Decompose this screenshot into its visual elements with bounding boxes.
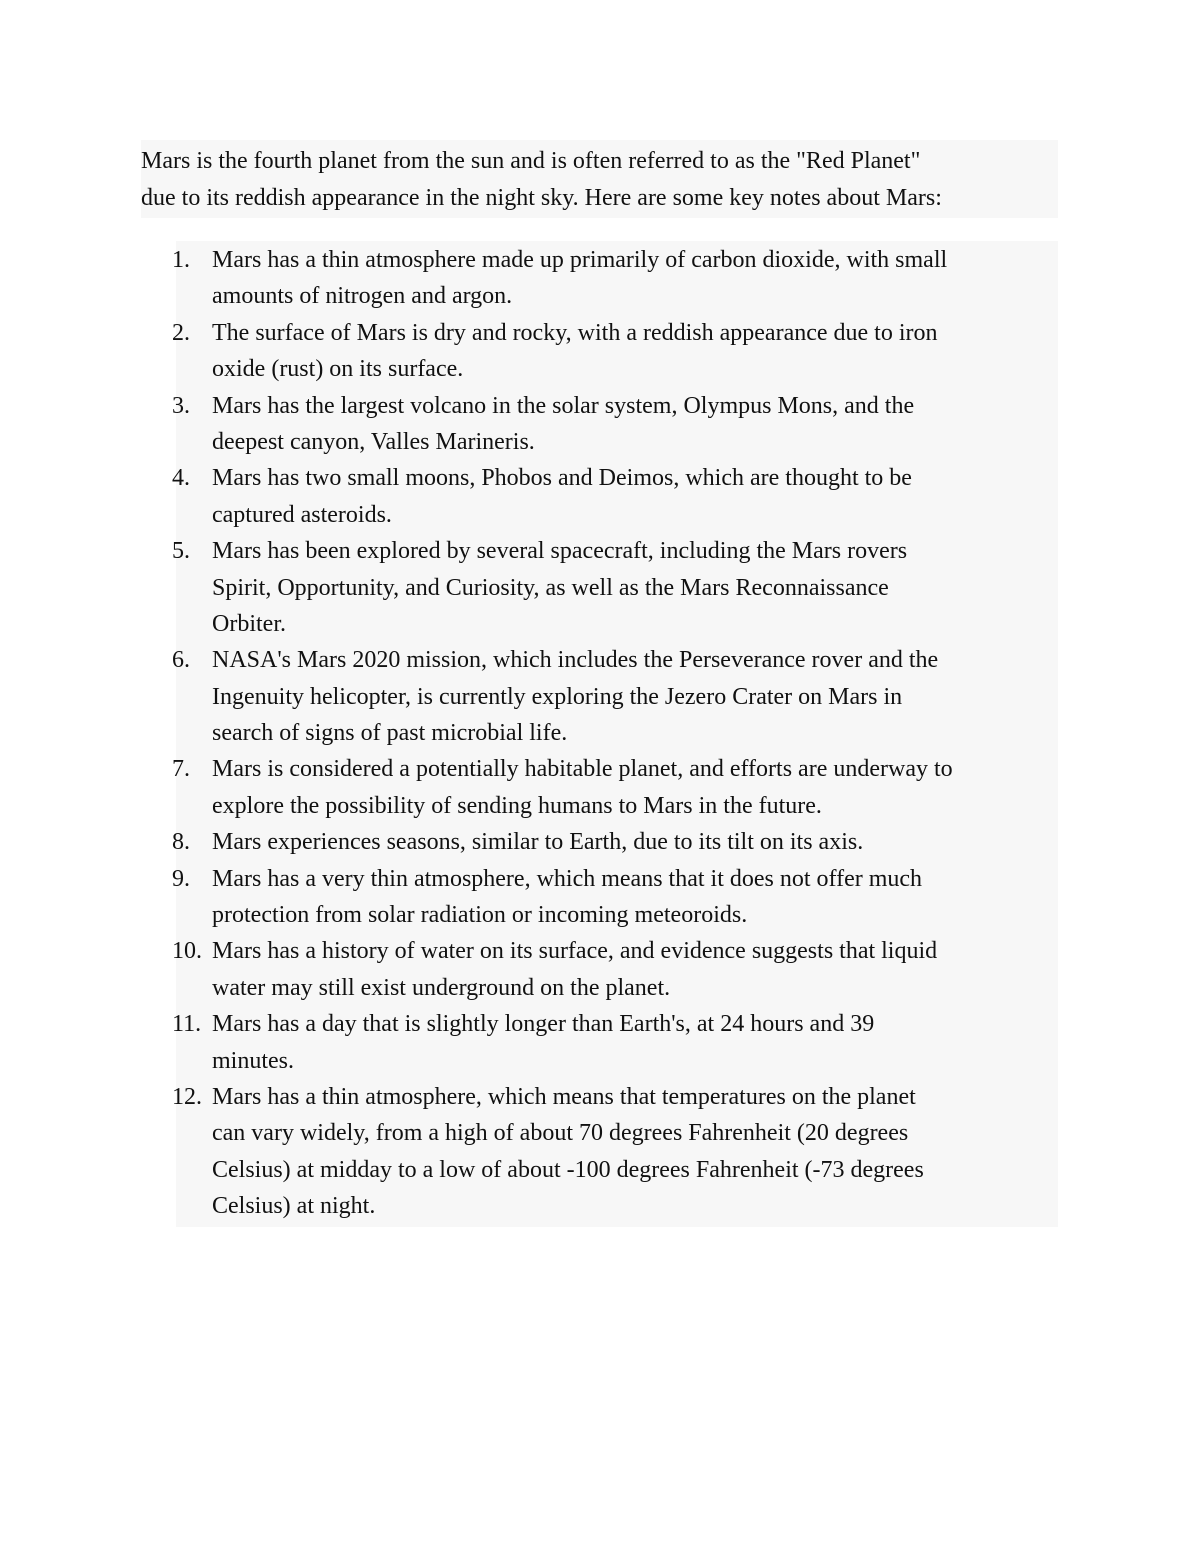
list-item-number: 3. [172,392,190,419]
list-item-text: Mars has two small moons, Phobos and Deimos, which are thought to be [212,465,912,492]
list-item [172,642,1058,751]
list-item-text: The surface of Mars is dry and rocky, with a reddish appearance due to iron [212,319,938,346]
list-item-number: 8. [172,829,190,856]
list-item-text: Mars has a day that is slightly longer than Earth's, at 24 hours and 39 [212,1011,875,1038]
list-item [172,1006,1058,1079]
list-item-text: Mars has a thin atmosphere made up primarily of carbon dioxide, with small [212,247,948,273]
intro-paragraph [141,140,1058,218]
list-item-number: 7. [172,756,190,783]
list-item [172,933,1058,1006]
mars-notes-list [172,241,1058,1227]
list-item-text: Orbiter. [212,610,286,637]
list-item [172,315,1058,388]
list-item-number: 6. [172,647,190,674]
list-item-text: deepest canyon, Valles Marineris. [212,428,535,455]
list-item-text: Mars is considered a potentially habitable planet, and efforts are underway to [212,756,953,783]
list-item-text: captured asteroids. [212,501,392,528]
list-item-text: Mars has a thin atmosphere, which means that temperatures on the planet [212,1083,916,1110]
list-item-number: 5. [172,538,190,565]
list-item-text: Mars experiences seasons, similar to Earth, due to its tilt on its axis. [212,829,864,856]
list-item-text: NASA's Mars 2020 mission, which includes the Perseverance rover and the [212,647,939,674]
list-item [172,1079,1058,1225]
list-item-text: explore the possibility of sending humans to Mars in the future. [212,792,822,819]
list-item-text: can vary widely, from a high of about 70 degrees Fahrenheit (20 degrees [212,1120,909,1147]
list-item-text: amounts of nitrogen and argon. [212,283,513,310]
intro-line: due to its reddish appearance in the night sky. Here are some key notes about Mars: [141,184,942,211]
list-item-text: protection from solar radiation or incoming meteoroids. [212,902,748,929]
list-item [172,751,1058,824]
list-item-text: minutes. [212,1047,294,1074]
list-item-number: 11. [172,1011,202,1038]
list-item-text: Mars has a history of water on its surface, and evidence suggests that liquid [212,938,938,965]
intro-line: Mars is the fourth planet from the sun and is often referred to as the "Red Planet" [141,148,921,174]
list-item-text: Mars has the largest volcano in the solar system, Olympus Mons, and the [212,392,915,419]
list-item-text: Ingenuity helicopter, is currently exploring the Jezero Crater on Mars in [212,683,903,710]
list-item-text: oxide (rust) on its surface. [212,356,464,383]
list-item-number: 1. [172,247,190,273]
list-item [172,533,1058,642]
list-item-text: Celsius) at night. [212,1193,376,1220]
list-item-text: water may still exist underground on the planet. [212,974,671,1001]
list-item-text: Mars has been explored by several spacecraft, including the Mars rovers [212,538,908,565]
list-item-number: 9. [172,865,190,892]
list-item [172,242,1058,315]
list-item [172,861,1058,934]
list-item-number: 10. [172,938,202,965]
list-item [172,460,1058,533]
list-item-text: Celsius) at midday to a low of about -100 degrees Fahrenheit (-73 degrees [212,1156,924,1183]
list-item-text: Spirit, Opportunity, and Curiosity, as well as the Mars Reconnaissance [212,574,889,601]
list-item-number: 12. [172,1083,202,1110]
list-item [172,388,1058,461]
list-item-number: 4. [172,465,190,492]
list-item [172,824,1058,860]
list-item-text: Mars has a very thin atmosphere, which means that it does not offer much [212,865,923,892]
list-item-text: search of signs of past microbial life. [212,720,568,747]
list-item-number: 2. [172,319,190,346]
